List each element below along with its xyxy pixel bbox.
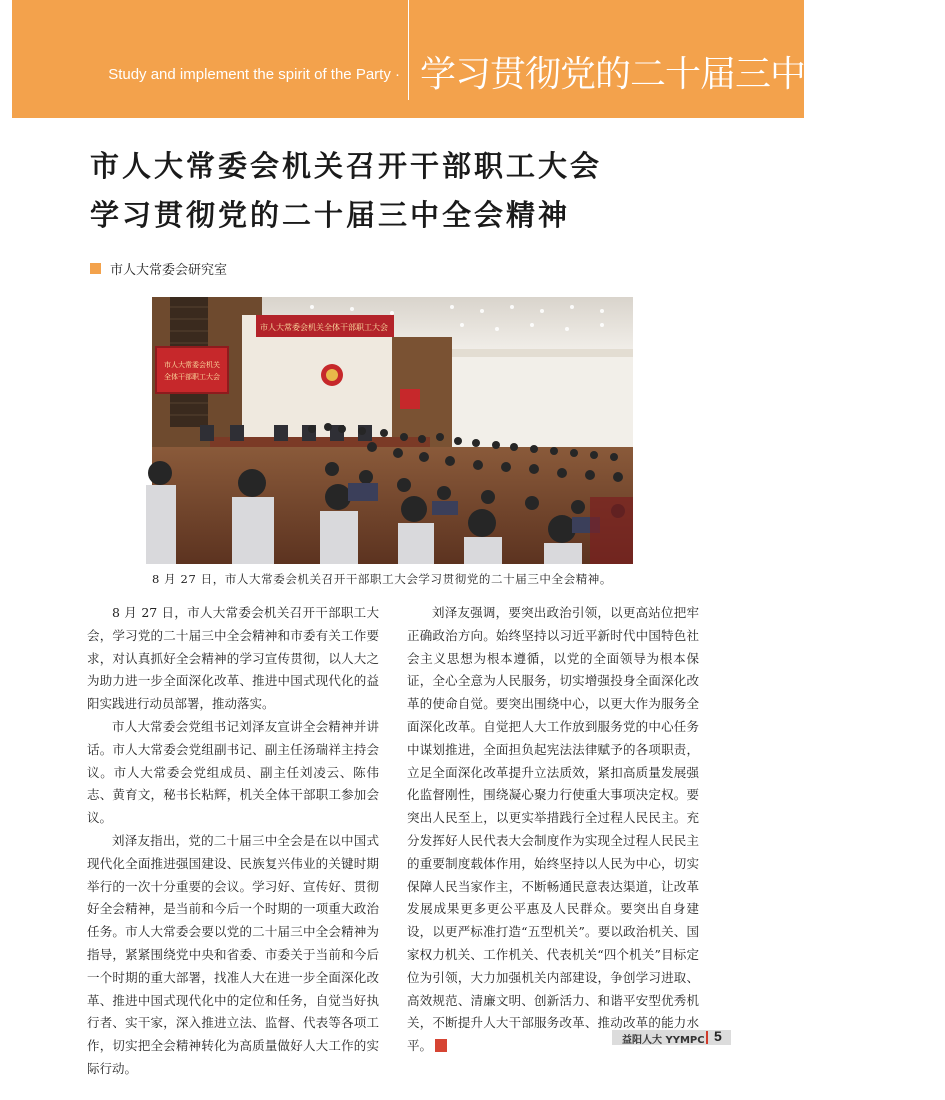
header-chinese-title: 学习贯彻党的二十届三中全会精神 [420, 54, 945, 95]
footer-magazine-name: 益阳人大 YYMPC [622, 1035, 705, 1046]
article-title-line-2: 学习贯彻党的二十届三中全会精神 [90, 198, 571, 232]
meeting-photo-illustration [152, 297, 633, 564]
body-column-left [87, 602, 379, 1081]
left-screen-text-2: 全体干部职工大会 [164, 373, 220, 381]
body-paragraph-4 [407, 602, 699, 1058]
footer-separator [706, 1031, 708, 1044]
header-english-title: Study and implement the spirit of the Party · [108, 66, 400, 83]
photo-caption: 8 月 27 日，市人大常委会机关召开干部职工大会学习贯彻党的二十届三中全会精神。 [152, 572, 613, 586]
body-paragraph-4-text: 刘泽友强调，要突出政治引领，以更高站位把牢正确政治方向。始终坚持以习近平新时代中国特色社会主义思想为根本遵循，以党的全面领导为根本保证，全心全意为人民服务，切实增强投身全面深化改革的使命自觉。要突出围绕中心，以更大作为服务全面深化改革。自觉把人大工作放到服务党的中心任务中谋划推进，全面担负起宪法法律赋予的各项职责，立足全面深化改革提升立法质效，紧扣高质量发展强化监督刚性，围绕凝心聚力行使重大事项决定权。要突出人民至上，以更实举措践行全过程人民民主。充分发挥好人民代表大会制度作为实现全过程人民民主的重要制度载体作用，始终坚持以人民为中心，切实保障人民当家作主，不断畅通民意表达渠道，让改革发展成果更多更公平惠及人民群众。要突出自身建设，以更严标准打造“五型机关”。要以政治机关、国家权力机关、工作机关、代表机关“四个机关”目标定位为引领，大力加强机关内部建设，争创学习进取、高效规范、清廉文明、创新活力、和谐平安型优秀机关，不断提升人大干部服务改革、推动改革的能力水平。 [407, 605, 699, 1054]
page-number: 5 [714, 1028, 722, 1044]
left-screen-text-1: 市人大常委会机关 [164, 361, 220, 369]
body-paragraph-1: 8 月 27 日，市人大常委会机关召开干部职工大会，学习党的二十届三中全会精神和市委有关工作要求，对认真抓好全会精神的学习宣传贯彻，以人大之为助力进一步全面深化改革、推进中国式现代化的益阳实践进行动员部署，推动落实。 [87, 605, 379, 712]
body-paragraph-3: 刘泽友指出，党的二十届三中全会是在以中国式现代化全面推进强国建设、民族复兴伟业的关键时期举行的一次十分重要的会议。学习好、宣传好、贯彻好全会精神，是当前和今后一个时期的一项重大政治任务。市人大常委会要以党的二十届三中全会精神为指导，紧紧围绕党中央和省委、市委关于当前和今后一个时期的重大部署，找准人大在进一步全面深化改革、推进中国式现代化中的定位和任务，自觉当好执行者、实干家，深入推进立法、监督、代表等各项工作，切实把全会精神转化为高质量做好人大工作的实际行动。 [87, 832, 379, 1076]
stage-banner-text: 市人大常委会机关全体干部职工大会 [260, 323, 388, 332]
body-column-right [407, 602, 699, 1058]
article-title-line-1: 市人大常委会机关召开干部职工大会 [90, 149, 603, 183]
article-author: 市人大常委会研究室 [110, 263, 228, 278]
meeting-photo [152, 297, 633, 564]
header-divider [408, 0, 409, 100]
article-title [90, 142, 602, 240]
end-mark-icon [435, 1039, 447, 1052]
author-square-icon [90, 263, 101, 274]
body-paragraph-2: 市人大常委会党组书记刘泽友宣讲全会精神并讲话。市人大常委会党组副书记、副主任汤瑞祥主持会议。市人大常委会党组成员、副主任刘凌云、陈伟志、黄育文，秘书长粘辉，机关全体干部职工参加会议。 [87, 718, 379, 826]
